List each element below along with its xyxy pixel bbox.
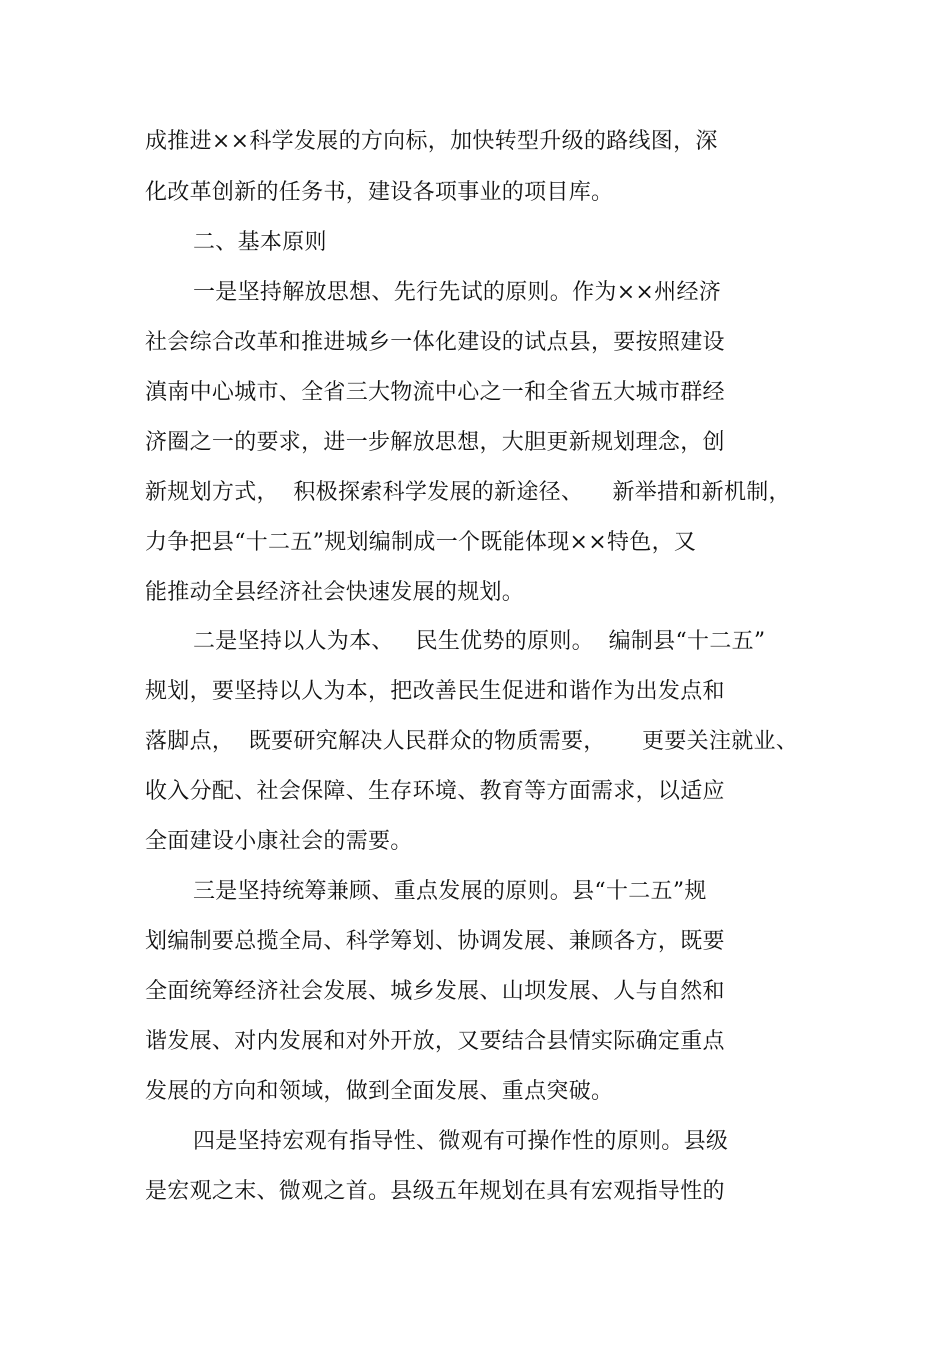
text-line: 力争把县“十二五”规划编制成一个既能体现××特色，又	[145, 530, 697, 555]
text-line: 三是坚持统筹兼顾、重点发展的原则。县“十二五”规	[193, 879, 707, 904]
text-line: 社会综合改革和推进城乡一体化建设的试点县，要按照建设	[145, 330, 725, 355]
text-line: 全面建设小康社会的需要。	[145, 829, 413, 854]
text-line: 能推动全县经济社会快速发展的规划。	[145, 580, 525, 605]
text-line: 谐发展、对内发展和对外开放，又要结合县情实际确定重点	[145, 1029, 725, 1054]
text-line: 是宏观之末、微观之首。县级五年规划在具有宏观指导性的	[145, 1179, 725, 1204]
section-heading: 二、基本原则	[193, 230, 327, 255]
text-line: 四是坚持宏观有指导性、微观有可操作性的原则。县级	[193, 1129, 729, 1154]
text-line: 规划，要坚持以人为本，把改善民生促进和谐作为出发点和	[145, 679, 725, 704]
text-line: 全面统筹经济社会发展、城乡发展、山坝发展、人与自然和	[145, 979, 725, 1004]
text-line: 收入分配、社会保障、生存环境、教育等方面需求，以适应	[145, 779, 725, 804]
text-line: 新规划方式， 积极探索科学发展的新途径、 新举措和新机制，	[145, 480, 791, 505]
text-line: 成推进××科学发展的方向标，加快转型升级的路线图，深	[145, 129, 718, 154]
text-line: 落脚点， 既要研究解决人民群众的物质需要， 更要关注就业、	[145, 729, 799, 754]
text-line: 化改革创新的任务书，建设各项事业的项目库。	[145, 180, 614, 205]
text-line: 济圈之一的要求，进一步解放思想，大胆更新规划理念，创	[145, 430, 725, 455]
text-line: 滇南中心城市、全省三大物流中心之一和全省五大城市群经	[145, 380, 725, 405]
text-line: 一是坚持解放思想、先行先试的原则。作为××州经济	[193, 280, 722, 305]
text-line: 划编制要总揽全局、科学筹划、协调发展、兼顾各方，既要	[145, 929, 725, 954]
text-line: 二是坚持以人为本、 民生优势的原则。 编制县“十二五”	[193, 629, 766, 654]
text-line: 发展的方向和领域，做到全面发展、重点突破。	[145, 1079, 614, 1104]
